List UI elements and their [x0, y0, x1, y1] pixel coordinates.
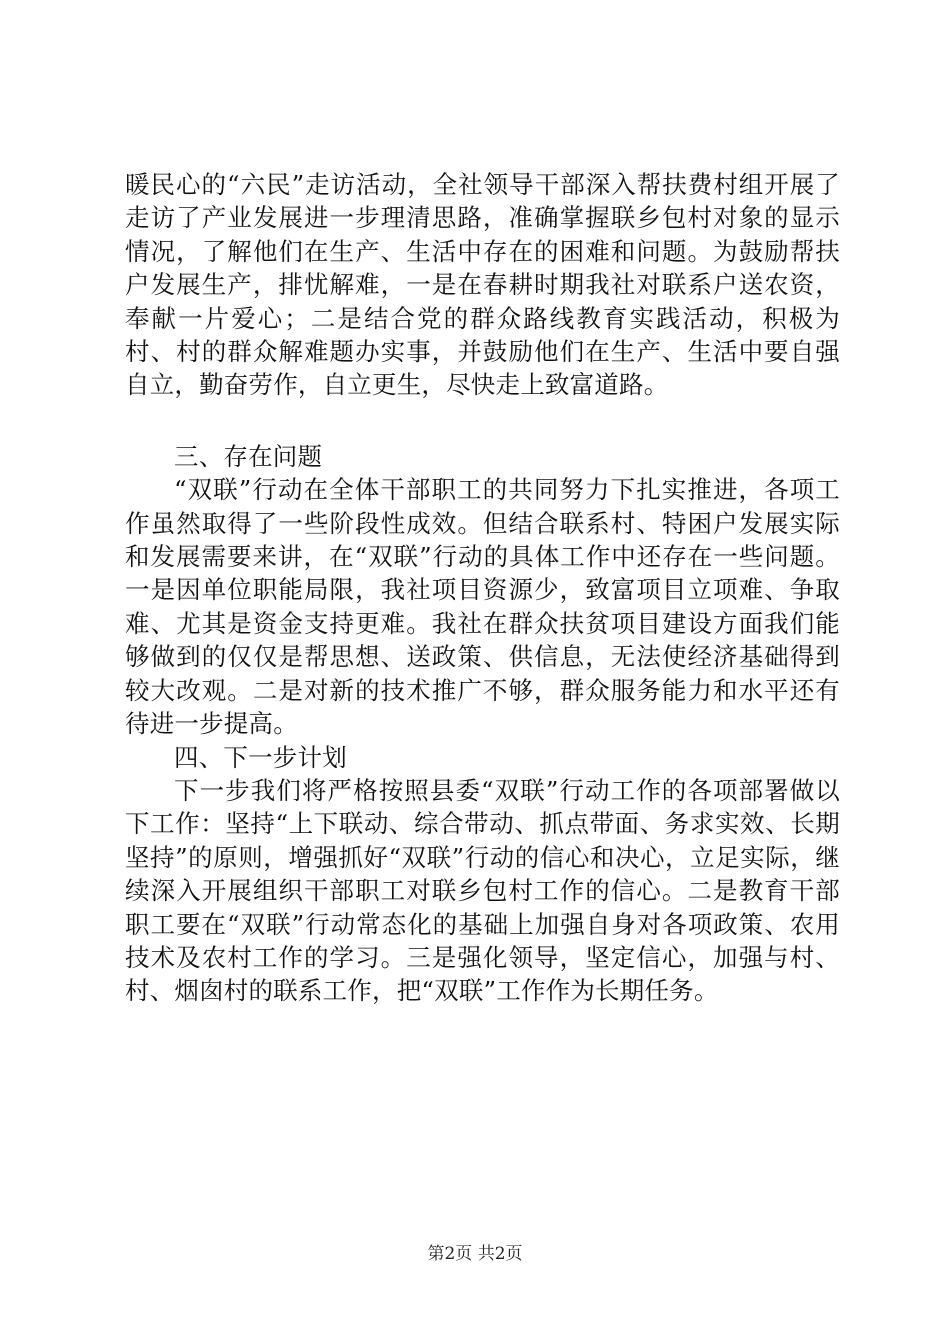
section-heading-problems: 三、存在问题 — [174, 441, 323, 471]
page-footer: 第2页 共2页 — [427, 1244, 523, 1264]
document-body — [125, 168, 840, 1008]
section-heading-next-steps: 四、下一步计划 — [174, 742, 347, 772]
paragraph-visits: 暖民心的“六民”走访活动，全社领导干部深入帮扶费村组开展了走访了产业发展进一步理清思路，准确掌握联乡包村对象的显示情况，了解他们在生产、生活中存在的困难和问题。为鼓励帮扶户发展生产，排忧解难，一是在春耕时期我社对联系户送农资，奉献一片爱心；二是结合党的群众路线教育实践活动，积极为村、村的群众解难题办实事，并鼓励他们在生产、生活中要自强自立，勤奋劳作，自立更生，尽快走上致富道路。 — [125, 170, 840, 400]
paragraph-spacer — [125, 402, 840, 440]
paragraph-next-steps: 下一步我们将严格按照县委“双联”行动工作的各项部署做以下工作：坚持“上下联动、综合带动、抓点带面、务求实效、长期坚持”的原则，增强抓好“双联”行动的信心和决心，立足实际，继续深入开展组织干部职工对联乡包村工作的信心。二是教育干部职工要在“双联”行动常态化的基础上加强自身对各项政策、农用技术及农村工作的学习。三是强化领导，坚定信心，加强与村、村、烟囱村的联系工作，把“双联”工作作为长期任务。 — [125, 775, 840, 1006]
paragraph-problems: “双联”行动在全体干部职工的共同努力下扎实推进，各项工作虽然取得了一些阶段性成效。但结合联系村、特困户发展实际和发展需要来讲，在“双联”行动的具体工作中还存在一些问题。一是因单位职能局限，我社项目资源少，致富项目立项难、争取难、尤其是资金支持更难。我社在群众扶贫项目建设方面我们能够做到的仅仅是帮思想、送政策、供信息，无法使经济基础得到较大改观。二是对新的技术推广不够，群众服务能力和水平还有待进一步提高。 — [125, 475, 840, 739]
